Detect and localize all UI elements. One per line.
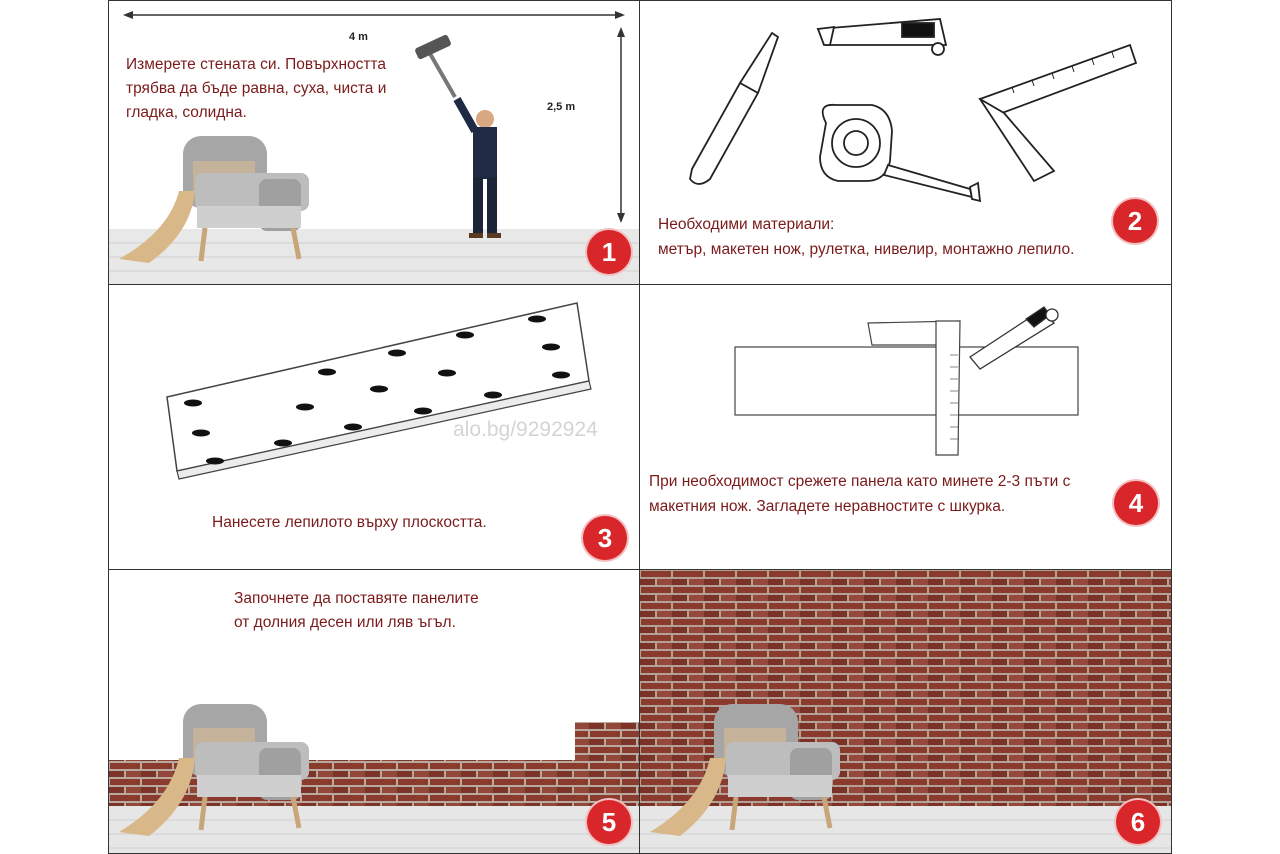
caption-line: Започнете да поставяте панелите — [234, 590, 479, 607]
step-4-panel — [639, 284, 1172, 570]
step-3-panel — [108, 284, 640, 570]
caption-line: гладка, солидна. — [126, 104, 247, 121]
carpenter-square-icon — [980, 45, 1136, 181]
height-label: 2,5 m — [547, 101, 576, 113]
step-number-badge: 2 — [1113, 199, 1157, 243]
step-6-panel — [639, 569, 1172, 854]
step-2-panel — [639, 0, 1172, 285]
caption-line: При необходимост срежете панела като минете 2-3 пъти с — [649, 473, 1071, 490]
step-5-caption — [234, 587, 479, 635]
caption-line: Измерете стената си. Повърхността — [126, 56, 387, 73]
step-1-illustration — [109, 1, 640, 285]
watermark: alo.bg/9292924 — [453, 418, 598, 441]
step-2-caption — [658, 212, 1074, 262]
adhesive-tube-icon — [690, 33, 778, 184]
caption-line: макетния нож. Загладете неравностите с шкурка. — [649, 498, 1006, 515]
caption-line: от долния десен или ляв ъгъл. — [234, 614, 456, 631]
width-label: 4 m — [349, 31, 368, 43]
utility-knife-icon — [818, 19, 946, 55]
caption-line: трябва да бъде равна, суха, чиста и — [126, 80, 387, 97]
caption-line: Нанесете лепилото върху плоскостта. — [212, 514, 487, 531]
step-4-caption — [649, 469, 1070, 519]
caption-line: метър, макетен нож, рулетка, нивелир, монтажно лепило. — [658, 241, 1075, 258]
step-1-panel — [108, 0, 640, 285]
step-5-panel — [108, 569, 640, 854]
step-number-badge: 4 — [1114, 481, 1158, 525]
step-1-caption — [126, 53, 386, 125]
panel-outline — [735, 347, 1078, 415]
step-number-badge: 6 — [1116, 800, 1160, 844]
cutting-illustration — [640, 285, 1172, 570]
caption-line: Необходими материали: — [658, 216, 835, 233]
step-number-badge: 5 — [587, 800, 631, 844]
step-3-caption — [212, 511, 487, 535]
tape-measure-icon — [820, 105, 980, 201]
step-6-illustration — [640, 570, 1172, 854]
step-number-badge: 3 — [583, 516, 627, 560]
square-blade — [936, 321, 960, 455]
step-number-badge: 1 — [587, 230, 631, 274]
